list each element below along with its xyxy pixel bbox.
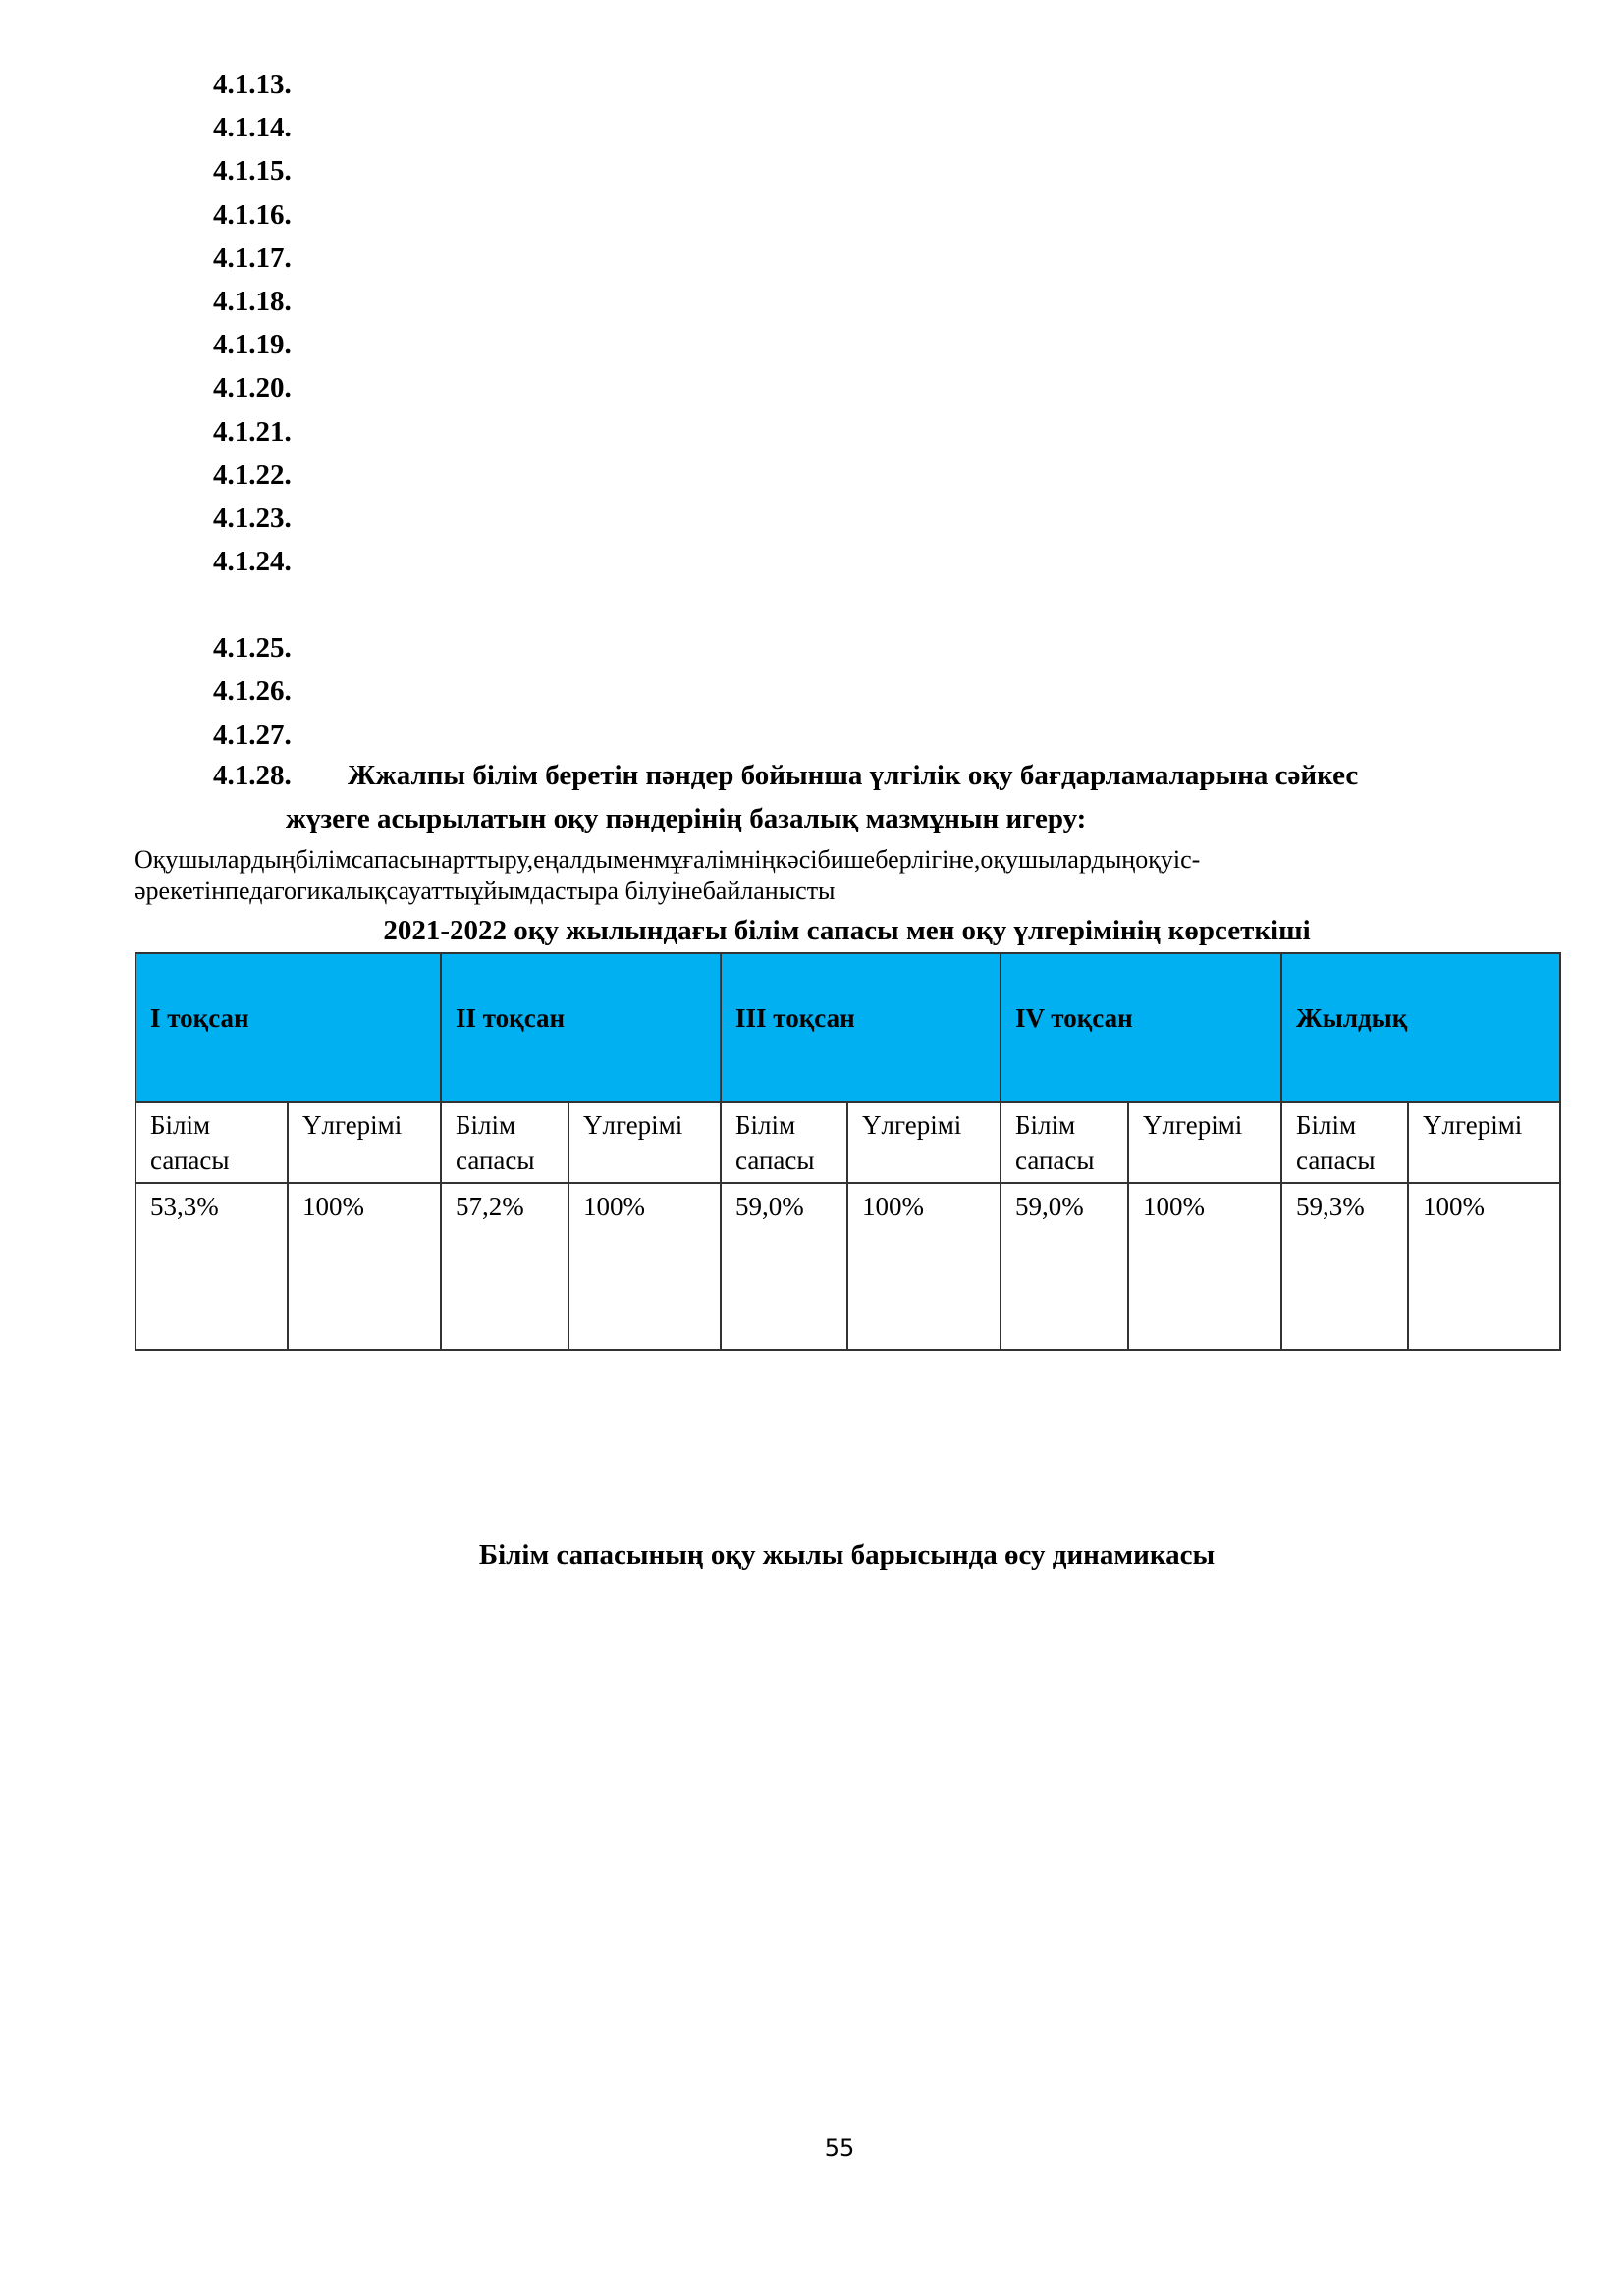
cell-quality: 59,3% — [1281, 1183, 1408, 1350]
paragraph-line: Оқушылардыңбілімсапасынарттыру,еңалдыменмұғалімніңкәсібишеберлігіне,оқушылардыңоқуіс- — [135, 845, 1201, 874]
subheader-quality: Білім сапасы — [721, 1102, 847, 1183]
cell-progress: 100% — [1128, 1183, 1281, 1350]
subheader-quality: Білім сапасы — [441, 1102, 568, 1183]
table-row — [135, 1183, 1560, 1350]
subheader-progress: Үлгерімі — [1408, 1102, 1560, 1183]
numbered-item: 4.1.27. — [213, 719, 292, 751]
numbered-item: 4.1.21. — [213, 415, 292, 448]
header-cell-q3: ІІІ тоқсан — [721, 953, 1001, 1102]
cell-progress: 100% — [847, 1183, 1001, 1350]
numbered-item: 4.1.26. — [213, 675, 292, 708]
table-subheader-row — [135, 1102, 1560, 1183]
subheader-progress: Үлгерімі — [288, 1102, 441, 1183]
section-number: 4.1.28. — [213, 760, 292, 791]
header-cell-q4: ІV тоқсан — [1001, 953, 1281, 1102]
numbered-item: 4.1.17. — [213, 241, 292, 274]
cell-quality: 59,0% — [1001, 1183, 1128, 1350]
cell-quality: 59,0% — [721, 1183, 847, 1350]
table-header-row — [135, 953, 1560, 1102]
numbered-item: 4.1.24. — [213, 546, 292, 578]
paragraph-line: әрекетінпедагогикалықсауаттыұйымдастыра білуінебайланысты — [135, 877, 836, 905]
subheader-progress: Үлгерімі — [1128, 1102, 1281, 1183]
header-cell-q2: ІІ тоқсан — [441, 953, 721, 1102]
cell-quality: 57,2% — [441, 1183, 568, 1350]
numbered-item: 4.1.18. — [213, 285, 292, 317]
numbered-item: 4.1.15. — [213, 155, 292, 187]
header-cell-annual: Жылдық — [1281, 953, 1560, 1102]
section-heading — [213, 754, 1358, 797]
cell-progress: 100% — [288, 1183, 441, 1350]
subheader-quality: Білім сапасы — [1001, 1102, 1128, 1183]
page-number: 55 — [824, 2134, 855, 2162]
subheader-progress: Үлгерімі — [568, 1102, 721, 1183]
subheader-quality: Білім сапасы — [1281, 1102, 1408, 1183]
table-title: 2021-2022 оқу жылындағы білім сапасы мен оқу үлгерімінің көрсеткіші — [383, 915, 1311, 946]
cell-progress: 100% — [568, 1183, 721, 1350]
numbered-item: 4.1.25. — [213, 632, 292, 665]
numbered-item: 4.1.22. — [213, 458, 292, 491]
body-paragraph — [135, 844, 1411, 907]
cell-quality: 53,3% — [135, 1183, 288, 1350]
numbered-item: 4.1.23. — [213, 502, 292, 534]
subheader-progress: Үлгерімі — [847, 1102, 1001, 1183]
numbered-item: 4.1.20. — [213, 372, 292, 404]
results-table — [135, 952, 1561, 1351]
header-cell-q1: І тоқсан — [135, 953, 441, 1102]
section-heading-line2: жүзеге асырылатын оқу пәндерінің базалық мазмұнын игеру: — [286, 803, 1087, 834]
numbered-item-list — [213, 63, 292, 757]
chart-caption: Білім сапасының оқу жылы барысында өсу динамикасы — [478, 1539, 1216, 1571]
numbered-item: 4.1.13. — [213, 69, 292, 100]
numbered-item: 4.1.14. — [213, 112, 292, 144]
numbered-item: 4.1.16. — [213, 198, 292, 231]
subheader-quality: Білім сапасы — [135, 1102, 288, 1183]
numbered-item: 4.1.19. — [213, 329, 292, 361]
section-heading-line1: Жжалпы білім беретін пәндер бойынша үлгілік оқу бағдарламаларына сәйкес — [348, 760, 1359, 791]
cell-progress: 100% — [1408, 1183, 1560, 1350]
